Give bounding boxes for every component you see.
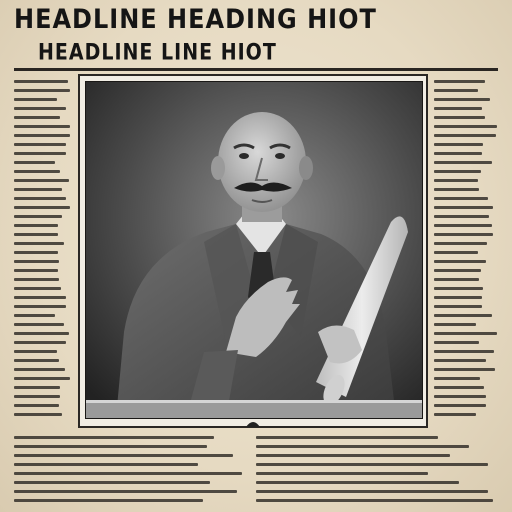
body-text-line xyxy=(14,98,57,101)
body-text-line xyxy=(14,445,207,448)
body-text-line xyxy=(434,215,489,218)
body-text-line xyxy=(434,152,482,155)
body-text-line xyxy=(434,233,493,236)
body-text-line xyxy=(434,161,492,164)
body-text-line xyxy=(14,490,237,493)
body-text-line xyxy=(14,377,70,380)
body-text-line xyxy=(14,269,58,272)
body-text-line xyxy=(256,472,428,475)
head xyxy=(218,112,306,212)
body-text-line xyxy=(434,341,479,344)
body-text-line xyxy=(434,80,485,83)
body-text-line xyxy=(14,197,66,200)
body-text-line xyxy=(434,188,479,191)
body-text-line xyxy=(14,89,70,92)
body-text-line xyxy=(14,305,66,308)
body-text-line xyxy=(434,269,481,272)
body-text-line xyxy=(434,296,482,299)
body-text-line xyxy=(14,125,70,128)
body-text-line xyxy=(14,107,66,110)
body-text-line xyxy=(256,490,488,493)
body-text-line xyxy=(14,233,58,236)
body-text-line xyxy=(14,436,214,439)
body-text-line xyxy=(434,377,480,380)
body-text-line xyxy=(14,143,66,146)
body-text-line xyxy=(434,323,476,326)
body-text-line xyxy=(14,481,210,484)
body-text-line xyxy=(434,107,482,110)
text-column-bottom-right xyxy=(256,436,498,508)
body-text-line xyxy=(14,224,58,227)
body-text-line xyxy=(256,463,488,466)
body-text-line xyxy=(434,368,495,371)
body-text-line xyxy=(14,278,59,281)
body-text-line xyxy=(434,413,476,416)
body-text-line xyxy=(14,395,60,398)
body-text-line xyxy=(14,350,57,353)
body-text-line xyxy=(14,206,70,209)
body-text-line xyxy=(14,170,60,173)
body-text-line xyxy=(14,296,66,299)
body-text-line xyxy=(14,463,198,466)
body-text-line xyxy=(14,134,70,137)
body-text-line xyxy=(14,499,203,502)
body-text-line xyxy=(434,386,484,389)
portrait-illustration xyxy=(86,82,422,418)
body-text-line xyxy=(14,161,55,164)
body-text-line xyxy=(434,332,497,335)
body-text-line xyxy=(256,481,459,484)
portrait-photo xyxy=(85,81,423,419)
body-text-line xyxy=(256,436,438,439)
body-text-line xyxy=(434,242,487,245)
body-text-line xyxy=(14,341,66,344)
body-text-line xyxy=(434,350,494,353)
body-text-line xyxy=(434,395,486,398)
body-text-line xyxy=(434,143,483,146)
body-text-line xyxy=(14,251,58,254)
body-text-line xyxy=(14,80,68,83)
body-text-line xyxy=(434,98,490,101)
body-text-line xyxy=(14,323,64,326)
text-column-right xyxy=(434,80,498,422)
body-text-line xyxy=(14,413,62,416)
body-text-line xyxy=(14,454,233,457)
photo-credit-mark xyxy=(244,414,262,426)
headline-primary: HEADLINE HEADING HIOT xyxy=(14,4,377,35)
masthead-rule xyxy=(14,68,498,71)
body-text-line xyxy=(434,305,482,308)
body-text-line xyxy=(434,134,496,137)
body-text-line xyxy=(14,179,69,182)
body-text-line xyxy=(256,445,469,448)
body-text-line xyxy=(14,188,62,191)
body-text-line xyxy=(14,314,55,317)
body-text-line xyxy=(14,359,59,362)
body-text-line xyxy=(14,472,242,475)
body-text-line xyxy=(14,287,61,290)
body-text-line xyxy=(14,404,59,407)
body-text-line xyxy=(14,116,60,119)
body-text-line xyxy=(256,499,493,502)
body-text-line xyxy=(14,242,64,245)
body-text-line xyxy=(434,197,488,200)
text-column-bottom-left xyxy=(14,436,244,508)
body-text-line xyxy=(434,278,479,281)
body-text-line xyxy=(434,125,497,128)
text-column-left xyxy=(14,80,72,422)
body-text-line xyxy=(434,251,478,254)
body-text-line xyxy=(434,224,492,227)
headline-secondary: HEADLINE LINE HIOT xyxy=(38,40,277,66)
body-text-line xyxy=(256,454,450,457)
body-text-line xyxy=(14,368,65,371)
body-text-line xyxy=(434,359,486,362)
body-text-line xyxy=(14,332,69,335)
body-text-line xyxy=(434,287,483,290)
body-text-line xyxy=(434,170,481,173)
body-text-line xyxy=(14,260,59,263)
body-text-line xyxy=(434,314,492,317)
body-text-line xyxy=(434,404,486,407)
body-text-line xyxy=(434,179,478,182)
photo-frame xyxy=(78,74,428,428)
body-text-line xyxy=(434,260,486,263)
body-text-line xyxy=(14,215,62,218)
body-text-line xyxy=(434,206,493,209)
body-text-line xyxy=(434,116,485,119)
body-text-line xyxy=(434,89,478,92)
body-text-line xyxy=(14,152,66,155)
body-text-line xyxy=(14,386,60,389)
